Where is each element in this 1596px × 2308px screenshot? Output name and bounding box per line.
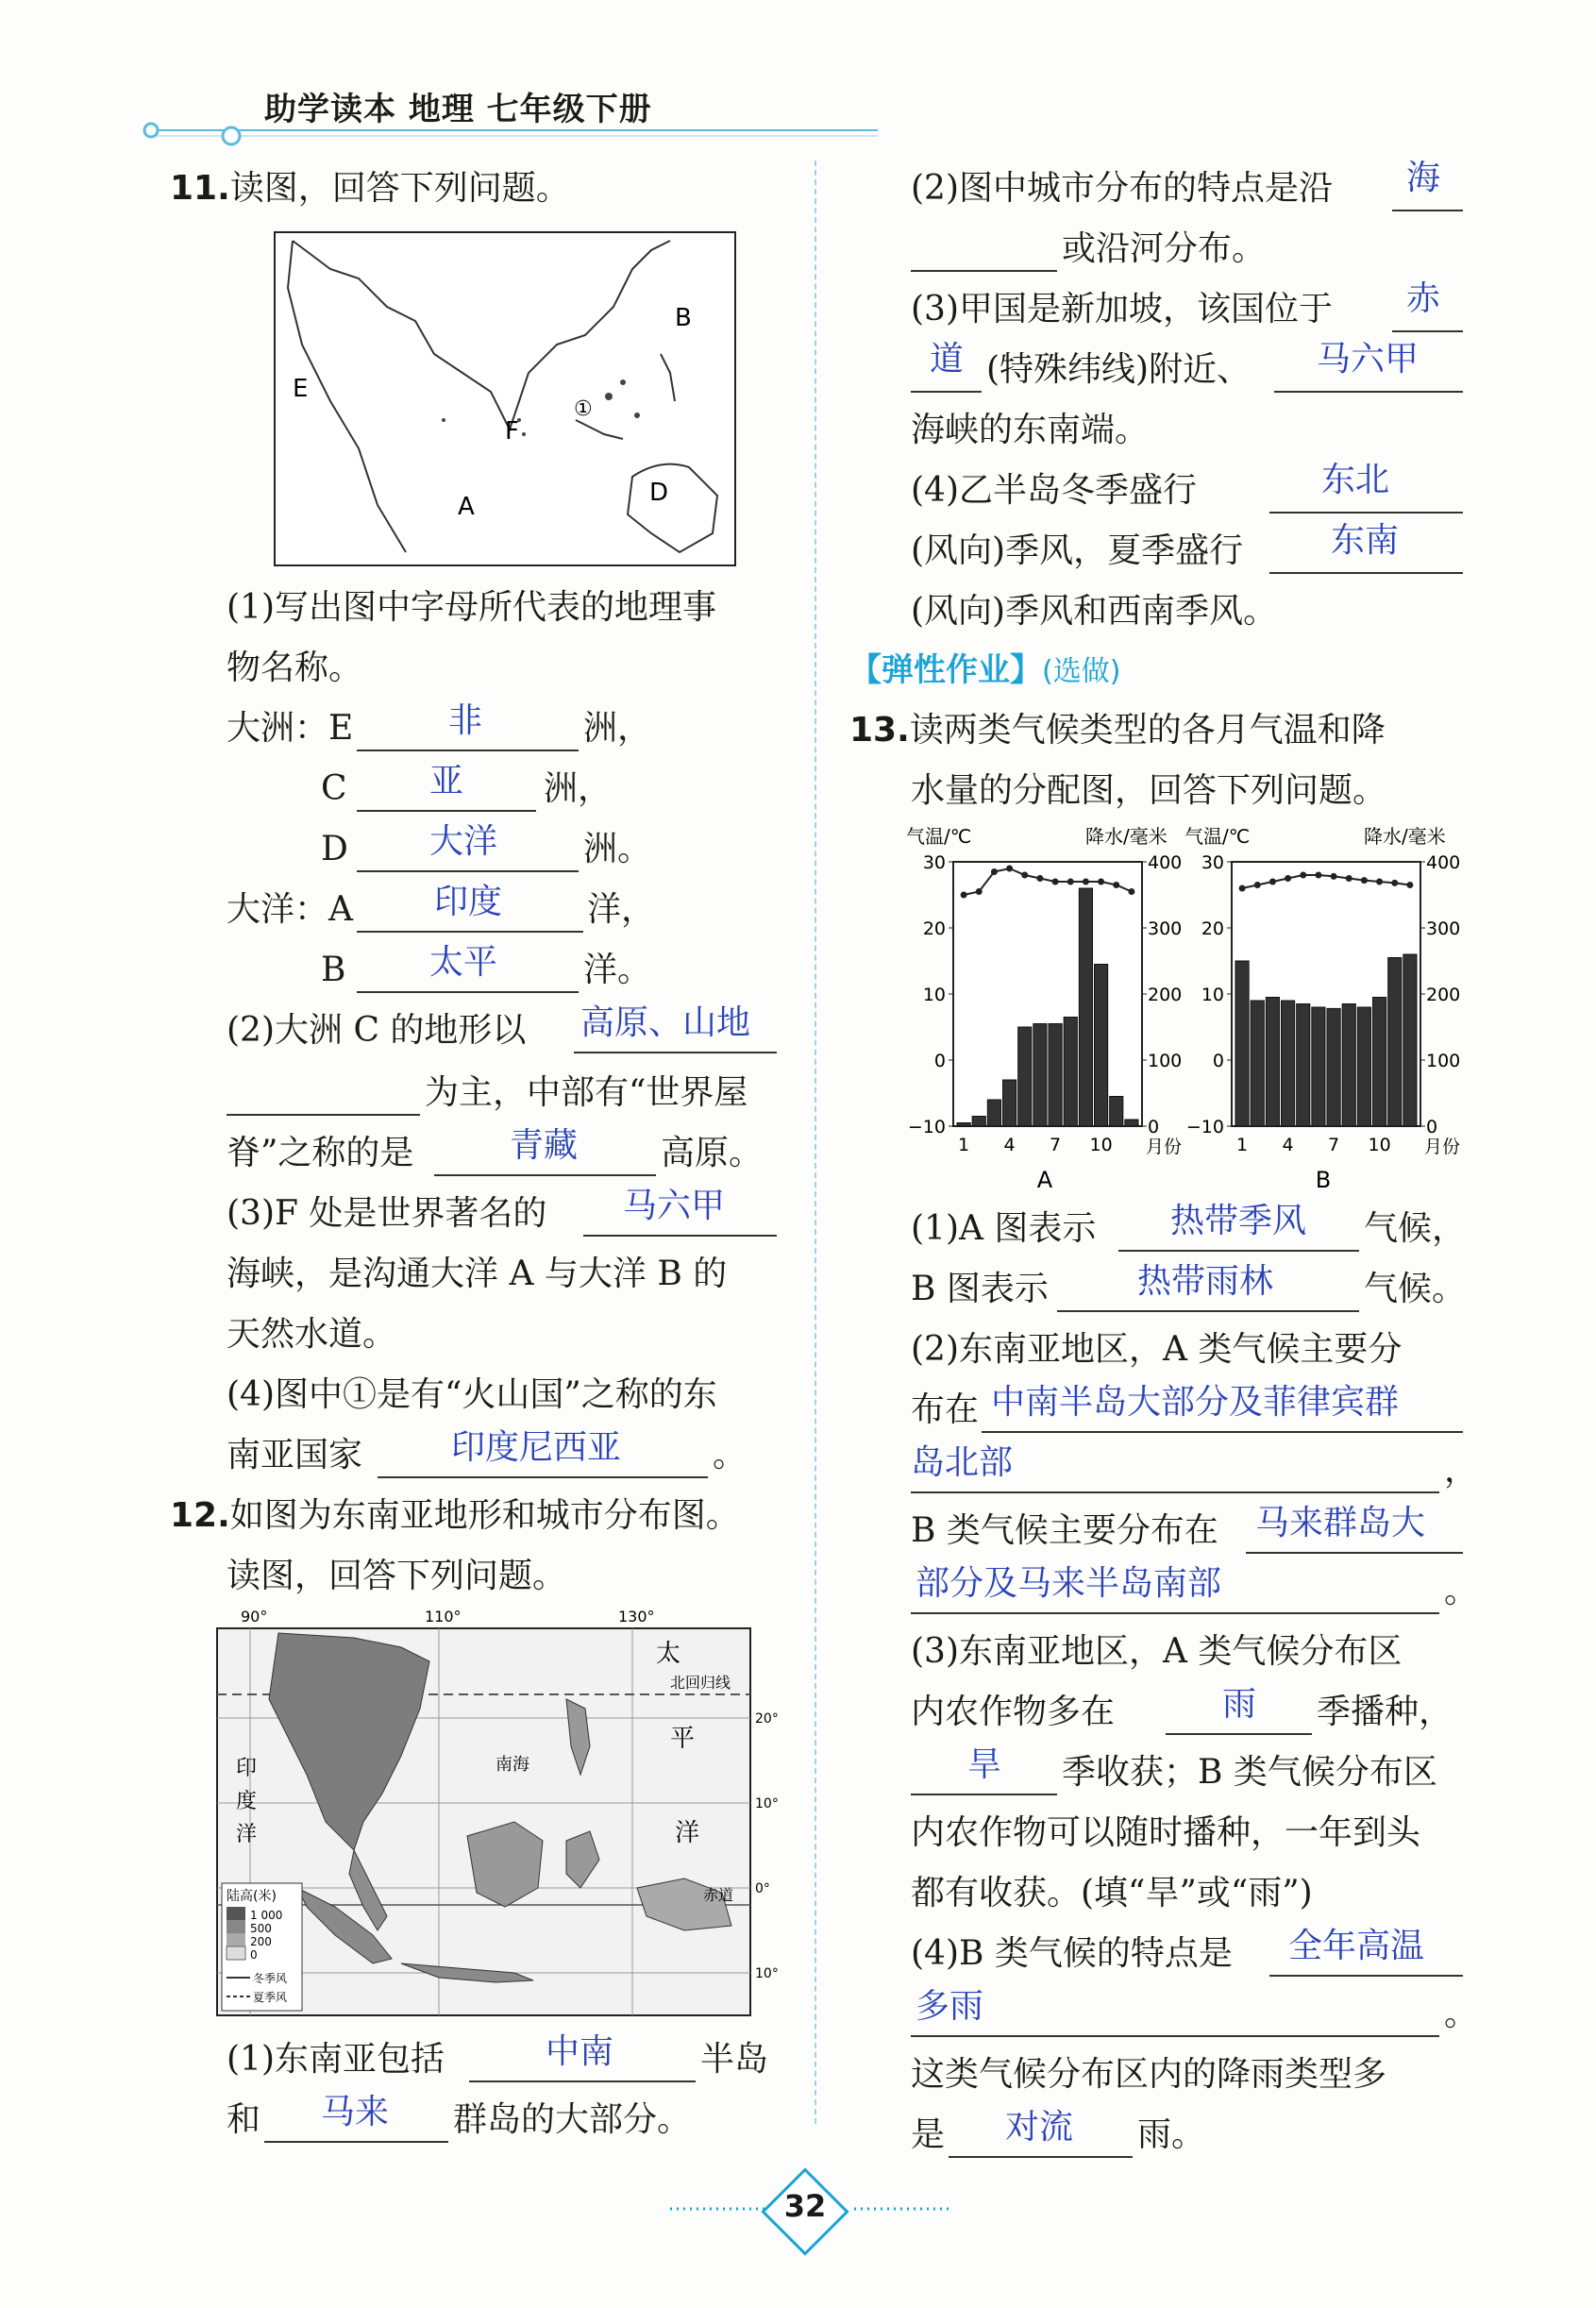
q11-answer-b: 太平 [429, 943, 498, 982]
map-legend-1000: 1 000 [250, 1909, 283, 1922]
chart-a-ylabel-left: 气温/℃ [906, 825, 972, 848]
q11-heading: 11.读图，回答下列问题。 [170, 169, 570, 208]
chart-a-x-tick: 10 [1089, 1135, 1113, 1155]
chart-a-left-tick: 20 [922, 918, 946, 939]
q13-s2e: 。 [1444, 1572, 1479, 1610]
chart-a-left-tick: 10 [922, 985, 946, 1005]
q12-map [212, 1605, 779, 2020]
q13-s3e: 内农作物可以随时播种，一年到头 [911, 1813, 1421, 1852]
chart-a-right-tick: 400 [1148, 852, 1183, 873]
q11-s4b: 南亚国家 [227, 1436, 363, 1474]
map-label-1: ① [574, 397, 593, 421]
chart-a-x-tick: 4 [1003, 1135, 1016, 1155]
chart-b-precip-bar [1327, 1008, 1340, 1126]
answer-line [357, 991, 579, 993]
answer-line [1118, 1250, 1359, 1252]
q13-s1a: (1)A 图表示 [911, 1209, 1097, 1248]
chart-b-temp-point [1361, 877, 1368, 884]
q13-answer-3a: 雨 [1222, 1685, 1257, 1724]
answer-line [911, 1491, 1439, 1493]
answer-line [949, 2156, 1133, 2158]
map-pacific-1: 太 [656, 1640, 681, 1668]
answer-line [434, 1174, 656, 1176]
q11-zhou-c: 洲， [544, 769, 613, 808]
chart-a-temp-point [1067, 879, 1074, 885]
chart-b-temp-point [1346, 875, 1352, 882]
chart-a-left-tick: 0 [933, 1051, 946, 1071]
q11-s2d: 高原。 [661, 1134, 764, 1172]
q13-s4c: 这类气候分布区内的降雨类型多 [911, 2055, 1387, 2094]
q11-yang-a: 洋， [587, 890, 656, 929]
chart-b-temp-point [1300, 872, 1306, 879]
chart-b-temp-point [1391, 880, 1398, 886]
q13-s3b: 内农作物多在 [911, 1693, 1116, 1731]
chart-a-temp-point [991, 868, 998, 875]
answer-line [911, 1794, 1057, 1795]
chart-b-right-tick: 0 [1426, 1117, 1438, 1137]
chart-a-temp-point [1113, 882, 1119, 888]
q11-answer-s3: 马六甲 [623, 1187, 726, 1225]
q12-s1b: 半岛 [700, 2040, 769, 2079]
q12-s1a: (1)东南亚包括 [227, 2040, 445, 2079]
q11-answer-s2b: 青藏 [510, 1126, 579, 1165]
q13-answer-1b: 热带雨林 [1137, 1262, 1274, 1301]
chart-b-x-tick: 10 [1368, 1135, 1391, 1155]
q11-answer-s4: 印度尼西亚 [451, 1428, 622, 1467]
chart-a-precip-bar [987, 1100, 1000, 1126]
chart-a-temp-point [1006, 866, 1013, 872]
q12-s3a: (3)甲国是新加坡，该国位于 [911, 290, 1333, 329]
chart-a-temp-point [1052, 879, 1059, 885]
q11-s1b: 物名称。 [227, 649, 363, 687]
chart-a-precip-bar [957, 1123, 970, 1127]
q13-s4b: 。 [1444, 1995, 1479, 2033]
chart-b-temp-point [1285, 875, 1291, 882]
answer-line [982, 1431, 1463, 1433]
chart-b-left-tick: 30 [1201, 852, 1224, 873]
map-tropic-label: 北回归线 [670, 1674, 731, 1692]
q13-answer-2c: 马来群岛大 [1255, 1504, 1426, 1542]
q13-answer-1a: 热带季风 [1170, 1202, 1307, 1240]
map-legend-summer: 夏季风 [253, 1991, 288, 2004]
chart-a-temp-point [961, 892, 967, 899]
chart-b-precip-bar [1312, 1007, 1325, 1126]
climate-chart-a [906, 819, 1199, 1197]
chart-b-left-tick: 0 [1212, 1051, 1224, 1071]
chart-a-right-tick: 100 [1148, 1051, 1183, 1071]
q11-s4end: 。 [713, 1436, 748, 1474]
q13-answer-4c: 对流 [1005, 2108, 1074, 2147]
q13-s2d: B 类气候主要分布在 [911, 1511, 1218, 1550]
q11-ocean-a-label: 大洋：A [227, 890, 353, 929]
answer-line [574, 1052, 777, 1053]
q11-map [274, 231, 736, 566]
answer-line [911, 1612, 1439, 1614]
map-label-a: A [458, 493, 475, 521]
q12-s3c: 海峡的东南端。 [911, 411, 1150, 449]
map-lat-20: 20° [755, 1711, 779, 1727]
chart-b-precip-bar [1266, 998, 1279, 1127]
map-lon-90: 90° [241, 1608, 268, 1626]
chart-a-precip-bar [1064, 1018, 1077, 1127]
chart-a-precip-bar [1079, 888, 1092, 1126]
chart-a-precip-bar [972, 1117, 985, 1127]
q13-answer-2b: 岛北部 [911, 1443, 1014, 1482]
q13-answer-2a: 中南半岛大部分及菲律宾群 [991, 1383, 1400, 1422]
q11-s2c: 脊”之称的是 [227, 1134, 414, 1172]
chart-a-temp-point [1036, 875, 1043, 882]
chart-b-precip-bar [1235, 961, 1249, 1126]
map-legend-title: 陆高(米) [227, 1889, 277, 1904]
chart-a-temp-point [1083, 879, 1089, 885]
q13-answer-3b: 旱 [967, 1745, 1002, 1784]
map-legend-winter: 冬季风 [253, 1972, 288, 1985]
q12-s4c: (风向)季风和西南季风。 [911, 592, 1278, 631]
chart-a-plot-frame [953, 862, 1142, 1126]
q11-s2b: 为主，中部有“世界屋 [425, 1073, 748, 1112]
q12-answer-3c: 马六甲 [1317, 340, 1420, 379]
map-pacific-3: 洋 [675, 1819, 700, 1847]
chart-b-title: B [1315, 1167, 1332, 1193]
chart-a-right-tick: 300 [1148, 918, 1183, 939]
answer-line [1392, 210, 1463, 211]
chart-b-precip-bar [1251, 1001, 1264, 1126]
map-lat-0: 0° [755, 1881, 770, 1896]
answer-line [378, 1476, 708, 1478]
answer-line [1246, 1552, 1463, 1554]
map-lon-130: 130° [618, 1608, 655, 1626]
chart-b-right-tick: 100 [1426, 1051, 1461, 1071]
chart-a-temp-point [1021, 872, 1028, 879]
chart-b-ylabel-right: 降水/毫米 [1364, 825, 1446, 848]
q13-s4a: (4)B 类气候的特点是 [911, 1934, 1233, 1973]
chart-b-x-tick: 4 [1282, 1135, 1294, 1155]
chart-a-precip-bar [1095, 965, 1108, 1127]
q12-s1d: 群岛的大部分。 [453, 2100, 692, 2139]
q13-s3a: (3)东南亚地区，A 类气候分布区 [911, 1632, 1403, 1671]
q13-s2c: ， [1444, 1451, 1479, 1490]
chart-b-right-tick: 400 [1426, 852, 1461, 873]
q13-s1d: 气候。 [1364, 1270, 1467, 1308]
answer-line [264, 2141, 448, 2143]
q11-s3a: (3)F 处是世界著名的 [227, 1194, 547, 1233]
answer-line [469, 2081, 696, 2082]
q13-s3f: 都有收获。(填“旱”或“雨”) [911, 1874, 1313, 1912]
chart-b-left-tick: 10 [1201, 985, 1224, 1005]
q13-answer-2d: 部分及马来半岛南部 [916, 1564, 1222, 1603]
q11-answer-s2: 高原、山地 [580, 1003, 751, 1042]
q13-answer-4a: 全年高温 [1288, 1927, 1425, 1965]
chart-b-precip-bar [1357, 1007, 1370, 1126]
chart-b-temp-point [1254, 882, 1261, 888]
chart-b-temp-point [1315, 872, 1321, 879]
map-lat-10s: 10° [755, 1966, 779, 1981]
q11-d-label: D [321, 830, 348, 868]
answer-line [1269, 572, 1463, 574]
q13-heading-a: 13.读两类气候类型的各月气温和降 [849, 711, 1386, 750]
chart-a-precip-bar [1110, 1097, 1123, 1127]
chart-b-precip-bar [1373, 998, 1386, 1127]
answer-line [911, 2035, 1439, 2037]
chart-b-precip-bar [1403, 954, 1417, 1126]
answer-line [583, 1235, 777, 1237]
answer-line [357, 810, 536, 812]
map-lon-110: 110° [425, 1608, 462, 1626]
answer-line [357, 750, 579, 751]
chart-b-left-tick: 20 [1201, 918, 1224, 939]
q11-s4a: (4)图中①是有“火山国”之称的东 [227, 1375, 717, 1414]
answer-line [1166, 1733, 1312, 1735]
q12-s2b: 或沿河分布。 [1062, 229, 1267, 268]
q12-answer-1b: 马来 [321, 2093, 390, 2131]
q11-zhou-d: 洲。 [583, 830, 652, 868]
q13-s2b: 布在 [911, 1390, 980, 1429]
map-label-d: D [649, 479, 669, 507]
q13-s4d: 是 [911, 2115, 946, 2154]
answer-line [1269, 1975, 1463, 1977]
column-divider [815, 160, 816, 2124]
chart-b-left-tick: −10 [1185, 1117, 1224, 1137]
q12-s4a: (4)乙半岛冬季盛行 [911, 471, 1197, 510]
map-label-e: E [293, 375, 309, 403]
chart-a-temp-point [976, 888, 983, 895]
answer-line [357, 931, 583, 933]
q12-answer-3a: 赤 [1406, 279, 1441, 318]
chart-b-temp-point [1376, 879, 1383, 885]
chart-a-precip-bar [1018, 1027, 1032, 1126]
chart-a-precip-bar [1003, 1080, 1016, 1126]
chart-a-xlabel: 月份 [1146, 1137, 1183, 1157]
q12-answer-4a: 东北 [1321, 461, 1390, 499]
q12-s3b: (特殊纬线)附近、 [986, 350, 1252, 389]
chart-b-xlabel: 月份 [1424, 1137, 1461, 1157]
q11-continent-e-label: 大洲：E [227, 709, 354, 748]
q12-heading-b: 读图，回答下列问题。 [227, 1557, 567, 1595]
chart-b-right-tick: 300 [1426, 918, 1461, 939]
chart-b-right-tick: 200 [1426, 985, 1461, 1005]
map-equator-label: 赤道 [703, 1886, 734, 1904]
chart-a-left-tick: −10 [907, 1117, 946, 1137]
answer-line [911, 391, 982, 393]
q11-b-label: B [321, 951, 346, 989]
chart-b-precip-bar [1297, 1004, 1310, 1127]
answer-line [227, 1114, 420, 1116]
answer-line [1057, 1310, 1359, 1312]
q13-s1c: B 图表示 [911, 1270, 1049, 1308]
q13-s1b: 气候， [1364, 1209, 1467, 1248]
map-legend-0: 0 [250, 1948, 258, 1962]
chart-b-temp-point [1406, 882, 1413, 888]
page-number: 32 [783, 2188, 827, 2224]
q12-answer-1a: 中南 [546, 2032, 614, 2071]
climate-chart-b [1184, 819, 1477, 1197]
chart-a-left-tick: 30 [922, 852, 946, 873]
chart-a-x-tick: 1 [958, 1135, 970, 1155]
q11-answer-c: 亚 [429, 762, 464, 800]
q11-answer-a: 印度 [434, 883, 503, 921]
chart-a-ylabel-right: 降水/毫米 [1085, 825, 1168, 848]
chart-b-temp-point [1269, 879, 1276, 885]
chart-b-precip-bar [1388, 958, 1402, 1127]
q12-s1c: 和 [227, 2100, 261, 2139]
answer-line [1274, 391, 1463, 393]
chart-b-x-tick: 7 [1328, 1135, 1340, 1155]
chart-b-x-tick: 1 [1236, 1135, 1249, 1155]
q13-s4e: 雨。 [1137, 2115, 1206, 2154]
q11-s1a: (1)写出图中字母所代表的地理事 [227, 588, 716, 627]
q12-s2a: (2)图中城市分布的特点是沿 [911, 169, 1333, 208]
chart-a-x-tick: 7 [1050, 1135, 1062, 1155]
q12-s4b: (风向)季风，夏季盛行 [911, 531, 1244, 570]
chart-a-temp-point [1098, 879, 1104, 885]
chart-a-precip-bar [1033, 1024, 1047, 1127]
q13-heading-b: 水量的分配图，回答下列问题。 [911, 771, 1387, 810]
map-pacific-2: 平 [670, 1725, 696, 1753]
q12-answer-3b: 道 [930, 340, 965, 379]
q11-s3c: 天然水道。 [227, 1315, 397, 1354]
chart-b-temp-point [1239, 885, 1246, 892]
map-indian-2: 度 [236, 1790, 258, 1813]
map-legend-200: 200 [250, 1935, 272, 1948]
chart-a-precip-bar [1125, 1120, 1138, 1126]
map-label-b: B [675, 304, 692, 332]
chart-a-precip-bar [1049, 1024, 1062, 1127]
answer-line [911, 270, 1057, 272]
map-lat-10n: 10° [755, 1796, 779, 1811]
map-indian-1: 印 [236, 1757, 258, 1780]
chart-b-ylabel-left: 气温/℃ [1184, 825, 1251, 848]
chart-a-temp-point [1128, 888, 1134, 895]
q13-answer-4b: 多雨 [916, 1987, 984, 2026]
q11-zhou-e: 洲， [583, 709, 652, 748]
q11-c-label: C [321, 769, 347, 808]
q11-s3b: 海峡，是沟通大洋 A 与大洋 B 的 [227, 1255, 728, 1293]
chart-b-precip-bar [1342, 1004, 1355, 1127]
q11-s2a: (2)大洲 C 的地形以 [227, 1011, 527, 1050]
map-south-sea: 南海 [496, 1755, 529, 1775]
chart-a-right-tick: 0 [1148, 1117, 1160, 1137]
q13-s2a: (2)东南亚地区，A 类气候主要分 [911, 1330, 1403, 1369]
chart-a-title: A [1036, 1167, 1053, 1193]
answer-line [357, 870, 579, 872]
header-rule [142, 111, 878, 149]
q12-answer-2a: 海 [1406, 159, 1441, 197]
q13-s3c: 季播种， [1317, 1693, 1453, 1731]
elastic-homework-label: 【弹性作业】(选做) [849, 651, 1121, 689]
chart-b-temp-point [1331, 873, 1337, 880]
q11-answer-e: 非 [448, 701, 483, 740]
map-indian-3: 洋 [236, 1823, 258, 1846]
q12-heading-a: 12.如图为东南亚地形和城市分布图。 [170, 1496, 740, 1535]
map-label-f: F [505, 417, 519, 446]
q13-s3d: 季收获；B 类气候分布区 [1062, 1753, 1437, 1792]
chart-b-precip-bar [1282, 1001, 1295, 1126]
map-legend-500: 500 [250, 1922, 272, 1935]
chart-a-right-tick: 200 [1148, 985, 1183, 1005]
q12-answer-4b: 东南 [1331, 521, 1400, 560]
q11-yang-b: 洋。 [583, 951, 652, 989]
q11-answer-d: 大洋 [429, 822, 498, 861]
page-header-title: 助学读本 地理 七年级下册 [264, 91, 652, 128]
